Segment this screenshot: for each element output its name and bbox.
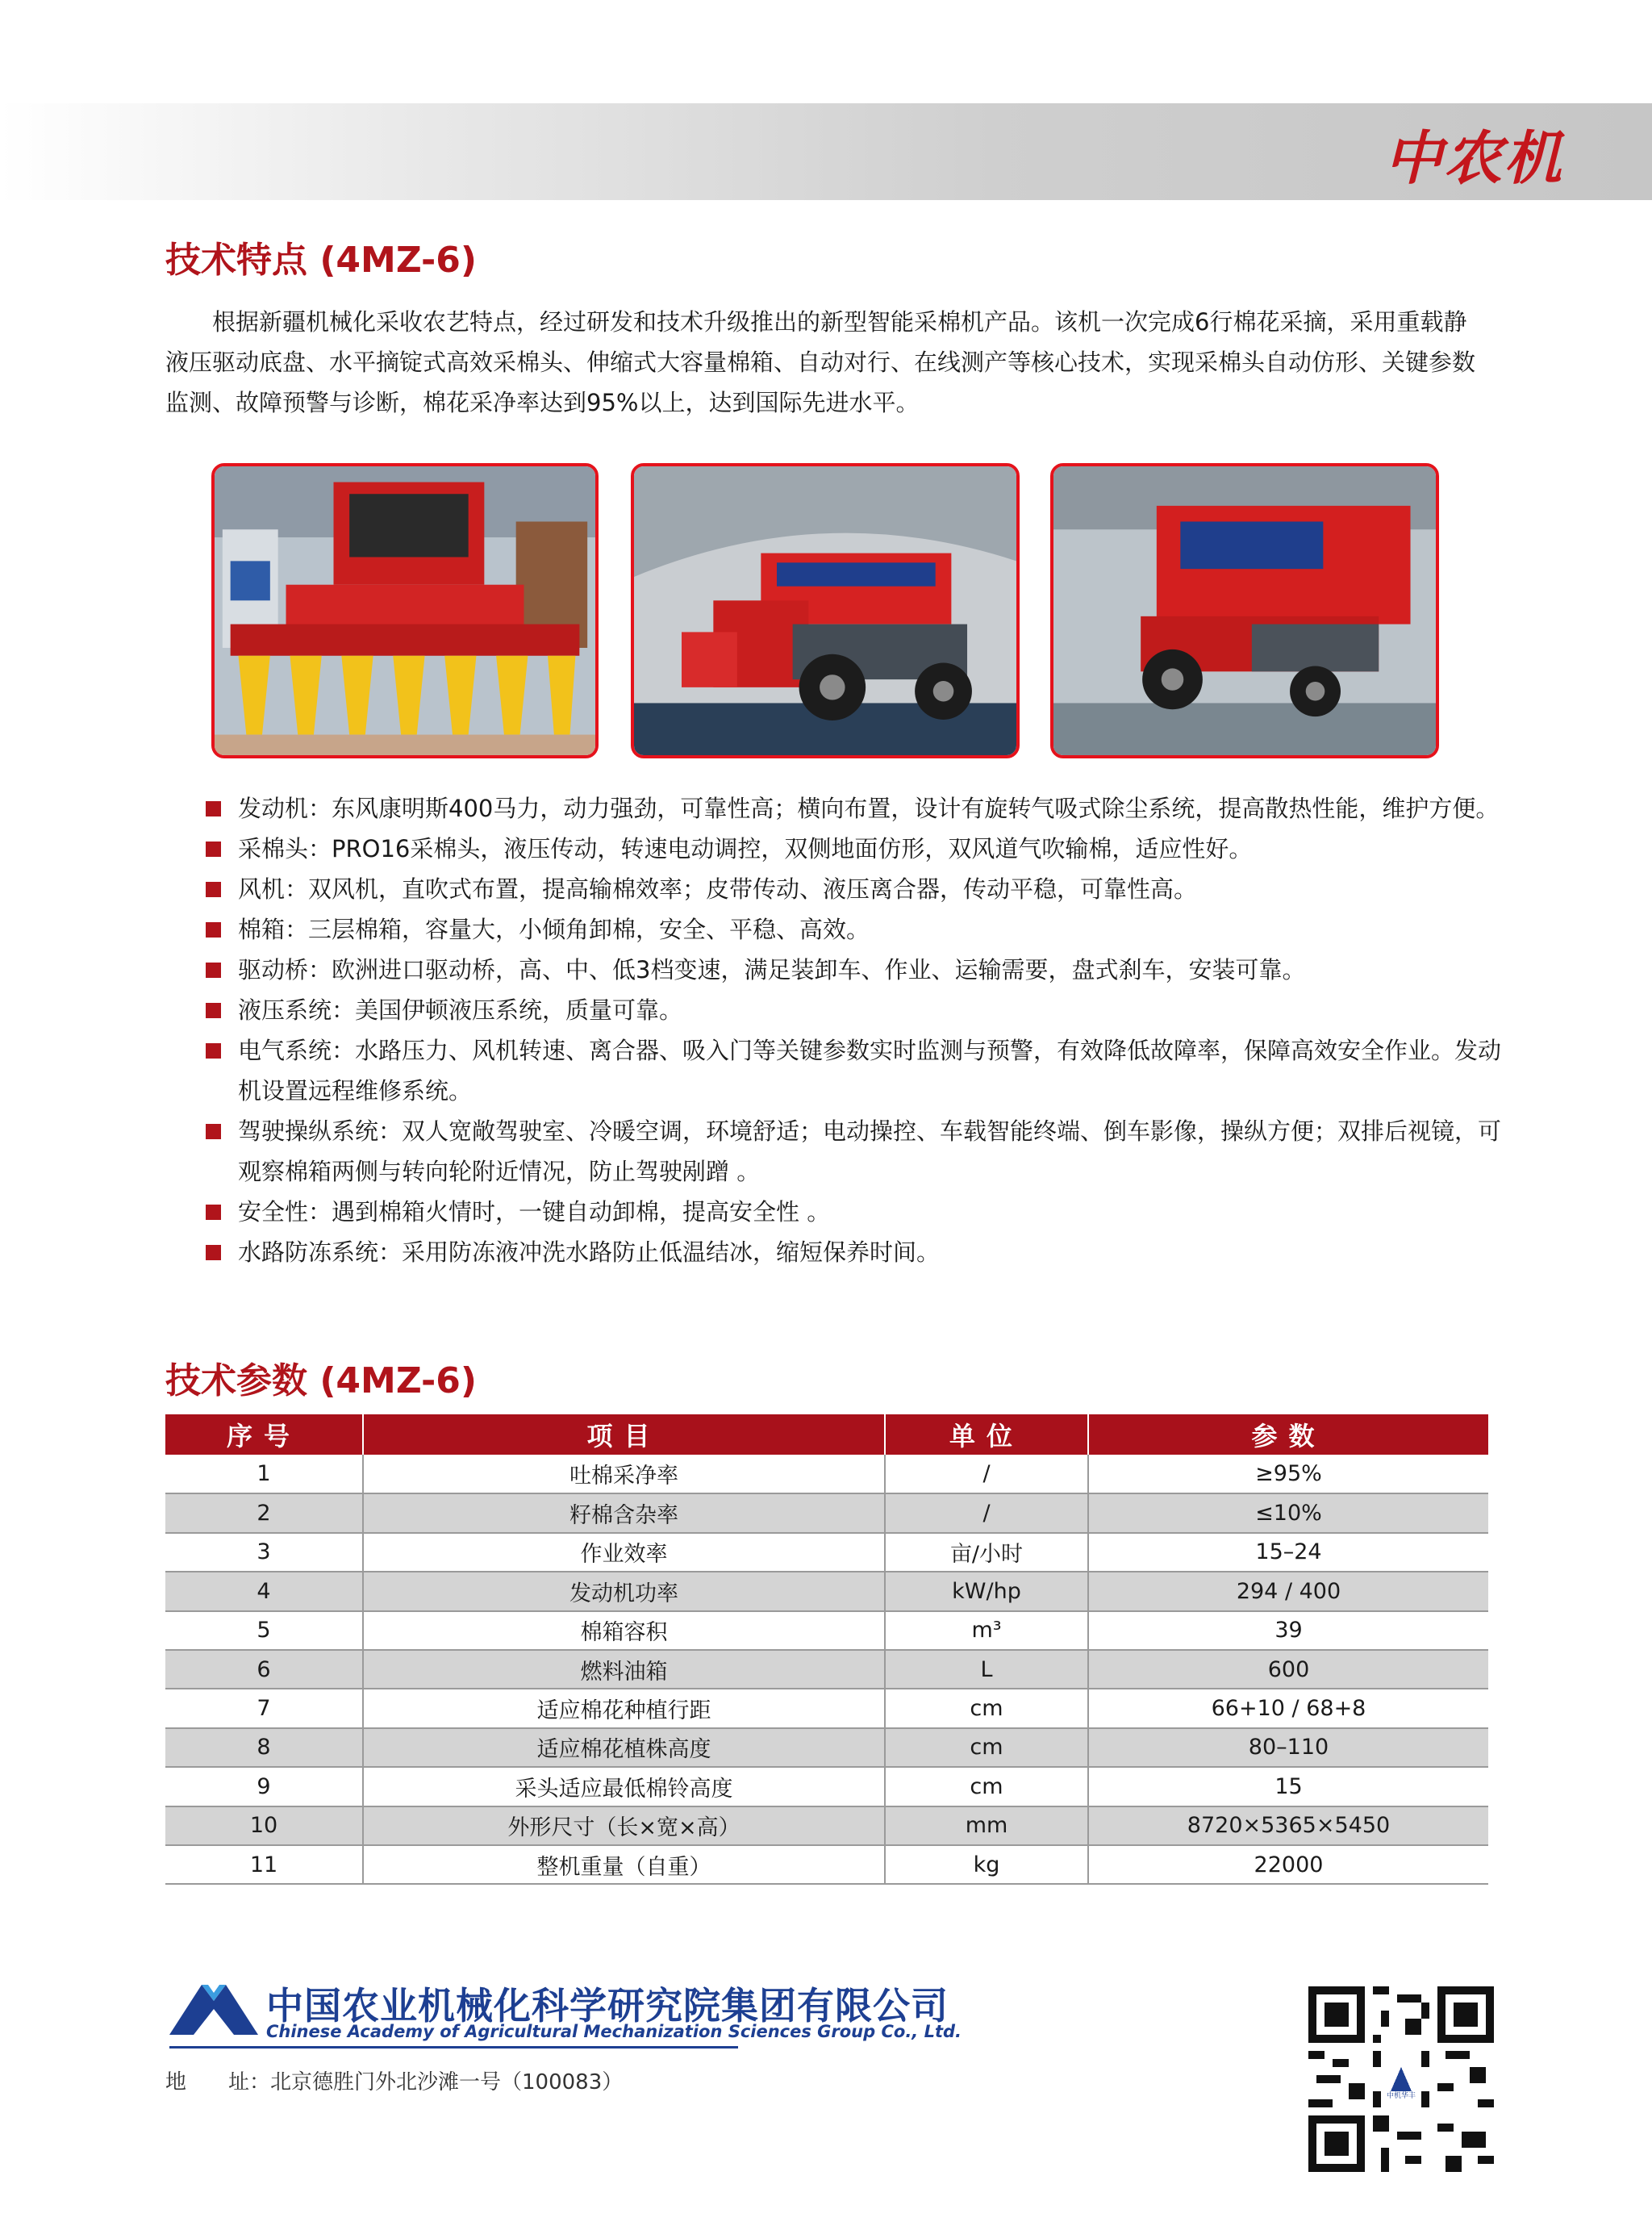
cell-item: 作业效率 [363,1533,885,1572]
cell-no: 6 [165,1650,363,1689]
cell-item: 燃料油箱 [363,1650,885,1689]
table-row [165,1689,1488,1727]
cell-item: 籽棉含杂率 [363,1493,885,1532]
cell-no: 10 [165,1806,363,1845]
table-header-row [165,1414,1488,1455]
cell-unit: L [885,1650,1088,1689]
cell-item: 发动机功率 [363,1572,885,1610]
cell-item: 吐棉采净率 [363,1455,885,1493]
cell-unit: kg [885,1845,1088,1884]
cell-unit: kW/hp [885,1572,1088,1610]
table-row [165,1650,1488,1689]
feature-engine: 发动机：东风康明斯400马力，动力强劲，可靠性高；横向布置，设计有旋转气吸式除尘系统，提高散热性能，维护方便。 [206,788,1504,829]
header-item: 项目 [363,1414,885,1455]
cotton-picker-rear-photo [1050,463,1439,758]
table-row [165,1728,1488,1767]
org-name-en: Chinese Academy of Agricultural Mechanization Sciences Group Co., Ltd. [266,2022,962,2041]
feature-antifreeze: 水路防冻系统：采用防冻液冲洗水路防止低温结冰，缩短保养时间。 [206,1232,1504,1272]
params-title: 技术参数 (4MZ-6) [165,1360,477,1401]
divider [169,2046,738,2049]
brand-logo [1365,113,1583,194]
params-table [165,1414,1488,1885]
table-row [165,1611,1488,1650]
table-row [165,1767,1488,1806]
cell-no: 2 [165,1493,363,1532]
cell-item: 棉箱容积 [363,1611,885,1650]
feature-safety: 安全性：遇到棉箱火情时，一键自动卸棉，提高安全性 。 [206,1192,1504,1232]
header-value: 参数 [1088,1414,1488,1455]
cell-no: 9 [165,1767,363,1806]
table-row [165,1806,1488,1845]
cell-unit: cm [885,1728,1088,1767]
cell-item: 外形尺寸（长×宽×高） [363,1806,885,1845]
feature-picking-head: 采棉头：PRO16采棉头，液压传动，转速电动调控，双侧地面仿形，双风道气吹输棉，适应性好。 [206,829,1504,869]
features-title: 技术特点 (4MZ-6) [165,240,477,281]
cell-unit: cm [885,1689,1088,1727]
cell-value: ≤10% [1088,1493,1488,1532]
header-no: 序号 [165,1414,363,1455]
cell-unit: m³ [885,1611,1088,1650]
cell-unit: / [885,1455,1088,1493]
cell-unit: cm [885,1767,1088,1806]
caams-logo-icon [169,1978,258,2035]
cell-value: 8720×5365×5450 [1088,1806,1488,1845]
cell-unit: mm [885,1806,1088,1845]
cell-no: 7 [165,1689,363,1727]
cell-unit: / [885,1493,1088,1532]
cell-value: 66+10 / 68+8 [1088,1689,1488,1727]
cell-value: 600 [1088,1650,1488,1689]
brand-logo-text: 中农机 [1383,124,1563,192]
cell-item: 采头适应最低棉铃高度 [363,1767,885,1806]
intro-paragraph: 根据新疆机械化采收农艺特点，经过研发和技术升级推出的新型智能采棉机产品。该机一次完成6行棉花采摘，采用重载静液压驱动底盘、水平摘锭式高效采棉头、伸缩式大容量棉箱、自动对行、在线测产等核心技术，实现采棉头自动仿形、关键参数监测、故障预警与诊断，棉花采净率达到95%以上，达到国际先进水平。 [165,308,1476,416]
cell-value: 80–110 [1088,1728,1488,1767]
feature-electrical: 电气系统：水路压力、风机转速、离合器、吸入门等关键参数实时监测与预警，有效降低故障率，保障高效安全作业。发动机设置远程维修系统。 [206,1030,1504,1111]
address: 地 址：北京德胜门外北沙滩一号（100083） [165,2070,624,2094]
cell-item: 适应棉花种植行距 [363,1689,885,1727]
cell-no: 1 [165,1455,363,1493]
cell-item: 适应棉花植株高度 [363,1728,885,1767]
qr-label [1387,2090,1416,2100]
table-row [165,1845,1488,1884]
table-row [165,1493,1488,1532]
feature-cotton-box: 棉箱：三层棉箱，容量大，小倾角卸棉，安全、平稳、高效。 [206,909,1504,950]
header-unit: 单位 [885,1414,1088,1455]
cell-value: 39 [1088,1611,1488,1650]
cell-value: 294 / 400 [1088,1572,1488,1610]
feature-fan: 风机：双风机，直吹式布置，提高输棉效率；皮带传动、液压离合器，传动平稳，可靠性高。 [206,869,1504,909]
cell-value: 22000 [1088,1845,1488,1884]
org-name-cn: 中国农业机械化科学研究院集团有限公司 [266,1984,949,2028]
feature-hydraulic: 液压系统：美国伊顿液压系统，质量可靠。 [206,990,1504,1030]
cell-value: ≥95% [1088,1455,1488,1493]
cell-no: 4 [165,1572,363,1610]
feature-cab-controls: 驾驶操纵系统：双人宽敞驾驶室、冷暖空调，环境舒适；电动操控、车载智能终端、倒车影像，操纵方便；双排后视镜，可观察棉箱两侧与转向轮附近情况，防止驾驶剐蹭 。 [206,1111,1504,1192]
cell-value: 15–24 [1088,1533,1488,1572]
cell-no: 11 [165,1845,363,1884]
cotton-picker-front-photo [211,463,599,758]
table-row [165,1455,1488,1493]
cell-value: 15 [1088,1767,1488,1806]
qr-code-icon [1308,1986,1494,2172]
cell-unit: 亩/小时 [885,1533,1088,1572]
table-row [165,1572,1488,1610]
cell-no: 3 [165,1533,363,1572]
cell-no: 8 [165,1728,363,1767]
cell-no: 5 [165,1611,363,1650]
features-list [206,788,1504,1272]
feature-drive-axle: 驱动桥：欧洲进口驱动桥，高、中、低3档变速，满足装卸车、作业、运输需要，盘式刹车，安装可靠。 [206,950,1504,990]
cell-item: 整机重量（自重） [363,1845,885,1884]
cotton-picker-side-photo [631,463,1020,758]
table-row [165,1533,1488,1572]
